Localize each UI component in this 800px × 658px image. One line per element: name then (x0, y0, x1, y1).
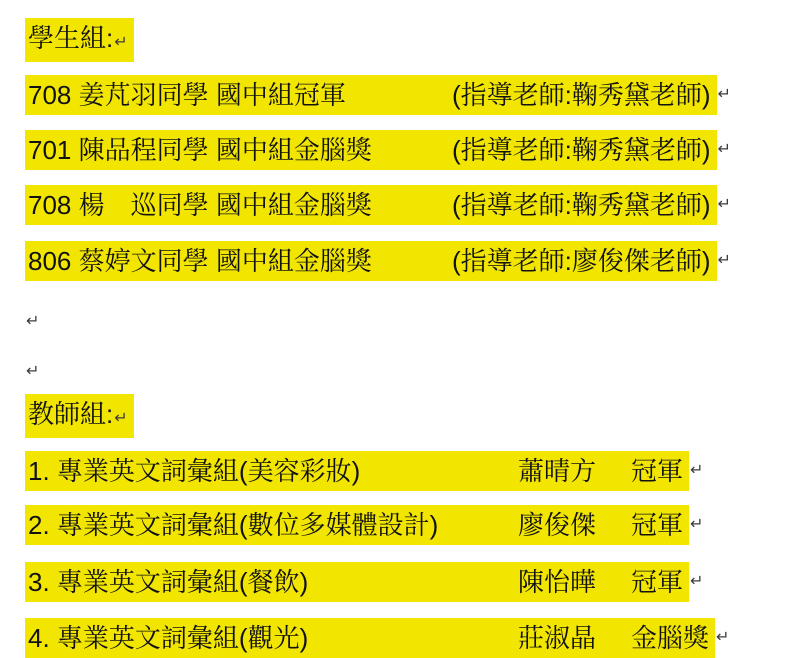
student-row-advisor: (指導老師:廖俊傑老師) (452, 246, 711, 276)
paragraph-mark-icon: ↵ (114, 408, 128, 427)
student-section-heading: 學生組: (28, 23, 114, 53)
student-row (25, 130, 800, 170)
paragraph-mark-icon: ↵ (717, 194, 731, 213)
teacher-row-award: 冠軍 (631, 456, 684, 486)
paragraph-mark-icon: ↵ (717, 139, 731, 158)
teacher-row-highlight (25, 562, 689, 602)
student-section-heading-highlight (25, 18, 134, 62)
teacher-row (25, 451, 800, 491)
teacher-row-highlight (25, 618, 715, 658)
student-row (25, 75, 800, 115)
teacher-row-name: 陳怡曄 (518, 567, 597, 597)
student-row-left: 806 蔡婷文同學 國中組金腦獎 (28, 246, 372, 276)
empty-paragraph (25, 303, 800, 331)
student-row-left: 708 楊 巡同學 國中組金腦獎 (28, 190, 372, 220)
student-row-highlight (25, 185, 717, 225)
paragraph-mark-icon: ↵ (717, 84, 731, 103)
teacher-section-heading-highlight (25, 394, 134, 438)
teacher-row-category: 3. 專業英文詞彙組(餐飲) (28, 567, 309, 597)
paragraph-mark-icon: ↵ (114, 32, 128, 51)
teacher-row (25, 618, 800, 658)
student-section-heading-line (25, 18, 800, 62)
student-row-highlight (25, 130, 717, 170)
empty-paragraph (25, 353, 800, 381)
teacher-row-category: 2. 專業英文詞彙組(數位多媒體設計) (28, 510, 439, 540)
paragraph-mark-icon: ↵ (690, 514, 704, 533)
paragraph-mark-icon: ↵ (717, 250, 731, 269)
student-row-advisor: (指導老師:鞠秀黛老師) (452, 135, 711, 165)
student-row-left: 701 陳品程同學 國中組金腦獎 (28, 135, 372, 165)
teacher-section-heading-line (25, 394, 800, 438)
teacher-row (25, 562, 800, 602)
teacher-section-heading: 教師組: (28, 399, 114, 429)
teacher-row-name: 廖俊傑 (518, 510, 597, 540)
paragraph-mark-icon: ↵ (26, 361, 40, 380)
teacher-row-highlight (25, 505, 689, 545)
teacher-row (25, 505, 800, 545)
paragraph-mark-icon: ↵ (716, 627, 730, 646)
teacher-row-category: 4. 專業英文詞彙組(觀光) (28, 623, 309, 653)
teacher-row-name: 莊淑晶 (518, 623, 597, 653)
teacher-row-highlight (25, 451, 689, 491)
teacher-row-category: 1. 專業英文詞彙組(美容彩妝) (28, 456, 361, 486)
teacher-row-award: 冠軍 (631, 510, 684, 540)
student-row (25, 185, 800, 225)
student-row (25, 241, 800, 281)
teacher-row-name: 蕭晴方 (518, 456, 597, 486)
paragraph-mark-icon: ↵ (690, 460, 704, 479)
student-row-left: 708 姜芃羽同學 國中組冠軍 (28, 80, 346, 110)
teacher-row-award: 冠軍 (631, 567, 684, 597)
paragraph-mark-icon: ↵ (690, 571, 704, 590)
student-row-advisor: (指導老師:鞠秀黛老師) (452, 80, 711, 110)
student-row-highlight (25, 241, 717, 281)
paragraph-mark-icon: ↵ (26, 311, 40, 330)
teacher-row-award: 金腦獎 (631, 623, 710, 653)
student-row-highlight (25, 75, 717, 115)
student-row-advisor: (指導老師:鞠秀黛老師) (452, 190, 711, 220)
